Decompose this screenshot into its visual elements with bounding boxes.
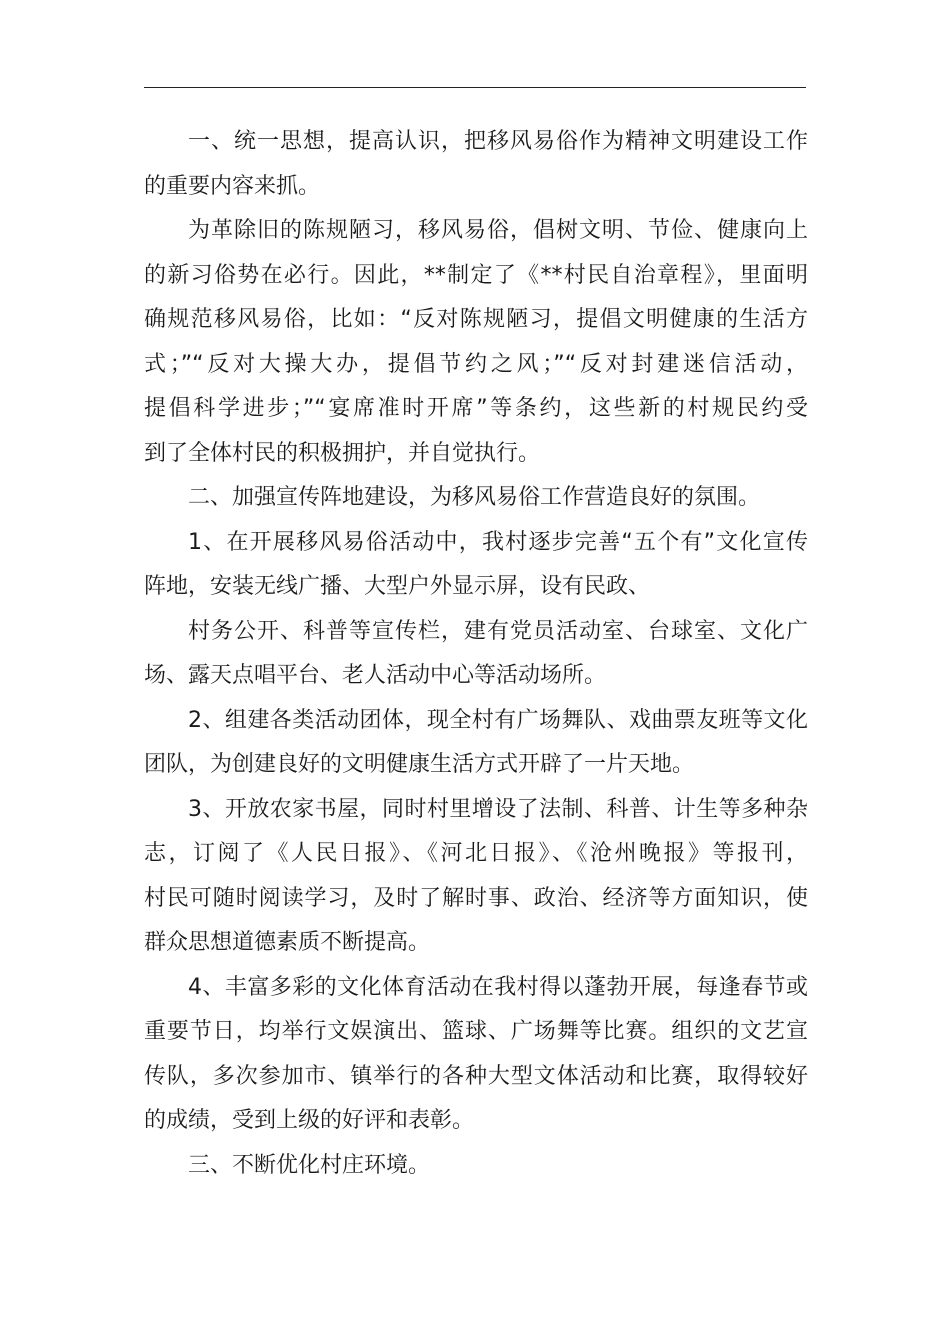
text-line: 场、露天点唱平台、老人活动中心等活动场所。 [144,663,607,688]
text-line: 一、统一思想，提高认识，把移风易俗作为精神文明建设工作 [188,129,808,154]
text-line: 到了全体村民的积极拥护，并自觉执行。 [144,440,541,466]
text-line: 2、组建各类活动团体，现全村有广场舞队、戏曲票友班等文化 [188,707,808,733]
text-line: 3、开放农家书屋，同时村里增设了法制、科普、计生等多种杂 [188,796,808,822]
text-line: 团队，为创建良好的文明健康生活方式开辟了一片天地。 [144,752,695,777]
text-line: 的成绩，受到上级的好评和表彰。 [144,1108,475,1133]
text-line: 志，订阅了《人民日报》、《河北日报》、《沧州晚报》等报刊， [144,841,808,866]
text-line: 村务公开、科普等宣传栏，建有党员活动室、台球室、文化广 [188,618,808,644]
document-body [144,120,808,1188]
header-rule [144,87,806,88]
text-line: 三、不断优化村庄环境。 [188,1152,431,1178]
text-line: 的新习俗势在必行。因此，**制定了《**村民自治章程》，里面明 [144,262,808,288]
text-line: 的重要内容来抓。 [144,173,321,199]
text-line: 阵地，安装无线广播、大型户外显示屏，设有民政、 [144,574,651,599]
text-line: 提倡科学进步；”“宴席准时开席”等条约，这些新的村规民约受 [144,396,808,421]
text-line: 传队，多次参加市、镇举行的各种大型文体活动和比赛，取得较好 [144,1063,808,1089]
text-line: 4、丰富多彩的文化体育活动在我村得以蓬勃开展，每逢春节或 [188,974,808,1000]
text-line: 二、加强宣传阵地建设，为移风易俗工作营造良好的氛围。 [188,485,761,510]
text-line: 为革除旧的陈规陋习，移风易俗，倡树文明、节俭、健康向上 [188,218,808,243]
text-line: 群众思想道德素质不断提高。 [144,930,431,955]
text-line: 1、在开展移风易俗活动中，我村逐步完善“五个有”文化宣传 [188,529,808,555]
text-line: 村民可随时阅读学习，及时了解时事、政治、经济等方面知识，使 [144,885,808,911]
text-line: 重要节日，均举行文娱演出、篮球、广场舞等比赛。组织的文艺宣 [144,1019,808,1044]
text-line: 确规范移风易俗，比如：“反对陈规陋习，提倡文明健康的生活方 [144,307,808,332]
text-line: 式；”“反对大操大办，提倡节约之风；”“反对封建迷信活动， [144,351,808,377]
